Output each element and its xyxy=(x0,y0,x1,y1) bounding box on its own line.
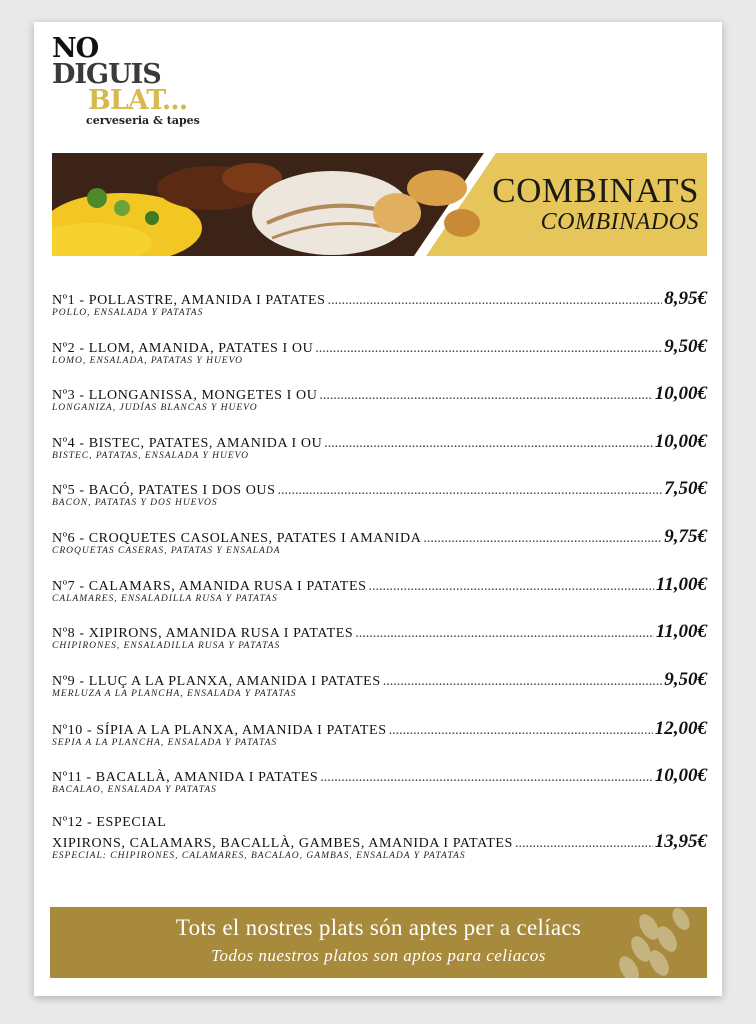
dot-leader xyxy=(319,388,652,404)
menu-item xyxy=(52,574,707,604)
item-price: 9,50€ xyxy=(664,336,707,357)
menu-item xyxy=(52,621,707,651)
item-price: 7,50€ xyxy=(664,478,707,499)
item-price: 10,00€ xyxy=(654,431,707,452)
menu-item xyxy=(52,431,707,461)
item-price: 10,00€ xyxy=(654,765,707,786)
menu-item xyxy=(52,718,707,748)
item-name: XIPIRONS, CALAMARS, BACALLÀ, GAMBES, AMANIDA I PATATES xyxy=(52,836,513,851)
menu-item xyxy=(52,288,707,318)
item-description: BISTEC, PATATAS, ENSALADA Y HUEVO xyxy=(52,451,250,461)
item-price: 11,00€ xyxy=(655,574,707,595)
item-price: 11,00€ xyxy=(655,621,707,642)
item-name: Nº4 - BISTEC, PATATES, AMANIDA I OU xyxy=(52,436,323,451)
item-name: Nº10 - SÍPIA A LA PLANXA, AMANIDA I PATATES xyxy=(52,723,387,738)
dot-leader xyxy=(369,579,654,595)
dot-leader xyxy=(515,836,653,852)
menu-item xyxy=(52,669,707,699)
celiac-notice xyxy=(50,907,707,978)
menu-item xyxy=(52,526,707,556)
item-description: SEPIA A LA PLANCHA, ENSALADA Y PATATAS xyxy=(52,738,278,748)
item-name: Nº3 - LLONGANISSA, MONGETES I OU xyxy=(52,388,318,403)
menu-item xyxy=(52,478,707,508)
item-description: MERLUZA A LA PLANCHA, ENSALADA Y PATATAS xyxy=(52,689,297,699)
item-description: CALAMARES, ENSALADILLA RUSA Y PATATAS xyxy=(52,594,278,604)
dot-leader xyxy=(328,293,663,309)
item-description: BACALAO, ENSALADA Y PATATAS xyxy=(52,785,217,795)
section-title: COMBINATS xyxy=(492,171,699,210)
dot-leader xyxy=(320,770,653,786)
item-description: POLLO, ENSALADA Y PATATAS xyxy=(52,308,204,318)
item-price: 13,95€ xyxy=(654,831,707,852)
logo-line-3: BLAT... xyxy=(88,85,188,116)
menu-item xyxy=(52,383,707,413)
item-description: LONGANIZA, JUDÍAS BLANCAS Y HUEVO xyxy=(52,403,258,413)
item-name: Nº6 - CROQUETES CASOLANES, PATATES I AMANIDA xyxy=(52,531,422,546)
item-price: 9,75€ xyxy=(664,526,707,547)
special-heading: Nº12 - ESPECIAL xyxy=(52,815,167,830)
item-price: 10,00€ xyxy=(654,383,707,404)
notice-spanish: Todos nuestros platos son aptos para celiacos xyxy=(211,946,546,965)
item-name: Nº11 - BACALLÀ, AMANIDA I PATATES xyxy=(52,770,319,785)
section-subtitle: COMBINADOS xyxy=(540,209,699,235)
menu-item xyxy=(52,336,707,366)
item-name: Nº5 - BACÓ, PATATES I DOS OUS xyxy=(52,483,276,498)
logo-line-1: NO xyxy=(52,33,99,64)
item-description: LOMO, ENSALADA, PATATAS Y HUEVO xyxy=(52,356,243,366)
dot-leader xyxy=(389,723,653,739)
item-description: CHIPIRONES, ENSALADILLA RUSA Y PATATAS xyxy=(52,641,281,651)
item-description: ESPECIAL: CHIPIRONES, CALAMARES, BACALAO, GAMBAS, ENSALADA Y PATATAS xyxy=(52,851,466,861)
item-name: Nº9 - LLUÇ A LA PLANXA, AMANIDA I PATATES xyxy=(52,674,381,689)
item-price: 12,00€ xyxy=(654,718,707,739)
section-banner xyxy=(52,153,707,256)
dot-leader xyxy=(423,531,662,547)
item-price: 8,95€ xyxy=(664,288,707,309)
item-name: Nº1 - POLLASTRE, AMANIDA I PATATES xyxy=(52,293,326,308)
dot-leader xyxy=(355,626,654,642)
restaurant-logo xyxy=(52,33,232,132)
notice-catalan: Tots el nostres plats són aptes per a celíacs xyxy=(175,915,582,940)
logo-line-2: DIGUIS xyxy=(52,59,161,90)
menu-item-special xyxy=(52,815,707,861)
dot-leader xyxy=(324,436,652,452)
item-description: BACON, PATATAS Y DOS HUEVOS xyxy=(52,498,218,508)
item-name: Nº7 - CALAMARS, AMANIDA RUSA I PATATES xyxy=(52,579,367,594)
item-name: Nº2 - LLOM, AMANIDA, PATATES I OU xyxy=(52,341,314,356)
logo-tagline: cerveseria & tapes xyxy=(86,114,200,127)
dot-leader xyxy=(278,483,663,499)
dot-leader xyxy=(315,341,662,357)
item-price: 9,50€ xyxy=(664,669,707,690)
dot-leader xyxy=(383,674,663,690)
item-name: Nº8 - XIPIRONS, AMANIDA RUSA I PATATES xyxy=(52,626,354,641)
item-description: CROQUETAS CASERAS, PATATAS Y ENSALADA xyxy=(52,546,281,556)
menu-item xyxy=(52,765,707,795)
